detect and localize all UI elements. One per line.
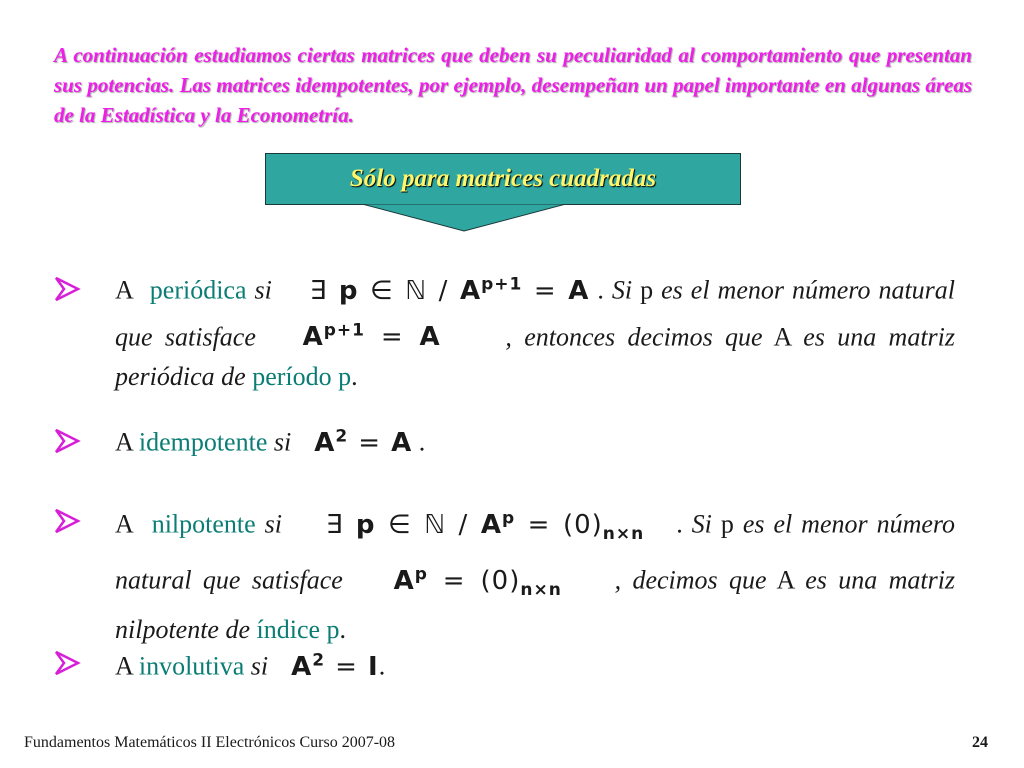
term-periodo: período bbox=[252, 362, 332, 392]
footer-course: Fundamentos Matemáticos II Electrónicos Curso 2007-08 bbox=[24, 734, 396, 751]
banner-arrow bbox=[362, 204, 566, 232]
term-periodica: periódica bbox=[149, 275, 247, 305]
item-periodica bbox=[115, 264, 955, 397]
item-nilpotente bbox=[115, 498, 955, 650]
item-idempotente bbox=[115, 416, 955, 463]
si-word-2: Si bbox=[691, 509, 712, 539]
intro-paragraph: A continuación estudiamos ciertas matrices que deben su peculiaridad al comportamiento que presentan sus potencias. Las matrices idempotentes, por ejemplo, desempeñan un papel importante en algunas áreas de la Estadística y la Econometría. bbox=[54, 43, 972, 127]
term-nilpotente: nilpotente bbox=[151, 509, 256, 539]
var-p-period: p bbox=[338, 362, 352, 392]
var-p: p bbox=[720, 509, 734, 539]
text-matriz: es una matriz nilpotente de bbox=[115, 565, 956, 644]
text-decimos: decimos que bbox=[632, 565, 767, 595]
comma: , bbox=[614, 565, 622, 595]
end-dot: . bbox=[339, 614, 347, 644]
arrow-bullet-icon bbox=[52, 648, 82, 678]
comma: , bbox=[505, 322, 512, 352]
text-menor: es el menor número natural que satisface bbox=[115, 275, 956, 352]
end-dot: . bbox=[378, 651, 386, 681]
si-word: si bbox=[264, 509, 282, 539]
matrix-letter-2: A bbox=[776, 565, 794, 595]
formula-involutiva: $A^2 = I$ bbox=[291, 650, 379, 682]
matrix-letter: A bbox=[115, 509, 134, 539]
arrow-bullet-icon bbox=[52, 274, 82, 304]
formula-periodica-2: $A^{p+1} = A$ bbox=[302, 320, 441, 353]
item-involutiva bbox=[115, 640, 955, 687]
arrow-bullet-icon bbox=[52, 506, 82, 536]
formula-periodica: ∃ p ∈ ℕ / $A^{p+1} = A$ bbox=[309, 274, 590, 306]
si-word: si bbox=[250, 651, 269, 681]
banner-label: Sólo para matrices cuadradas bbox=[349, 165, 657, 192]
matrix-letter-2: A bbox=[773, 322, 791, 352]
arrow-bullet-icon bbox=[52, 426, 82, 456]
matrix-letter: A bbox=[115, 651, 133, 681]
si-word: si bbox=[254, 275, 272, 305]
end-dot: . bbox=[418, 427, 426, 457]
dot: . bbox=[597, 275, 604, 305]
si-word-2: Si bbox=[611, 275, 633, 305]
banner-box bbox=[265, 153, 741, 205]
term-involutiva: involutiva bbox=[138, 651, 245, 681]
term-idempotente: idempotente bbox=[138, 427, 268, 457]
matrix-letter: A bbox=[115, 275, 134, 305]
matrix-letter: A bbox=[115, 427, 133, 457]
formula-idempotente: $A^2 = A$ bbox=[314, 426, 413, 458]
text-entonces: entonces decimos que bbox=[524, 322, 763, 352]
formula-nilpotente: ∃ p ∈ ℕ / $A^p = (0)_{n\times n}$ bbox=[325, 508, 645, 544]
end-dot: . bbox=[351, 362, 358, 392]
page-number: 24 bbox=[972, 734, 988, 751]
var-p-index: p bbox=[326, 614, 340, 644]
si-word: si bbox=[273, 427, 292, 457]
text-matriz: es una matriz periódica de bbox=[115, 322, 956, 392]
dot: . bbox=[676, 509, 683, 539]
formula-nilpotente-2: $A^p = (0)_{n\times n}$ bbox=[393, 563, 562, 600]
term-indice: índice bbox=[256, 614, 321, 644]
var-p: p bbox=[640, 275, 654, 305]
text-menor: es el menor número natural que satisface bbox=[115, 509, 956, 595]
